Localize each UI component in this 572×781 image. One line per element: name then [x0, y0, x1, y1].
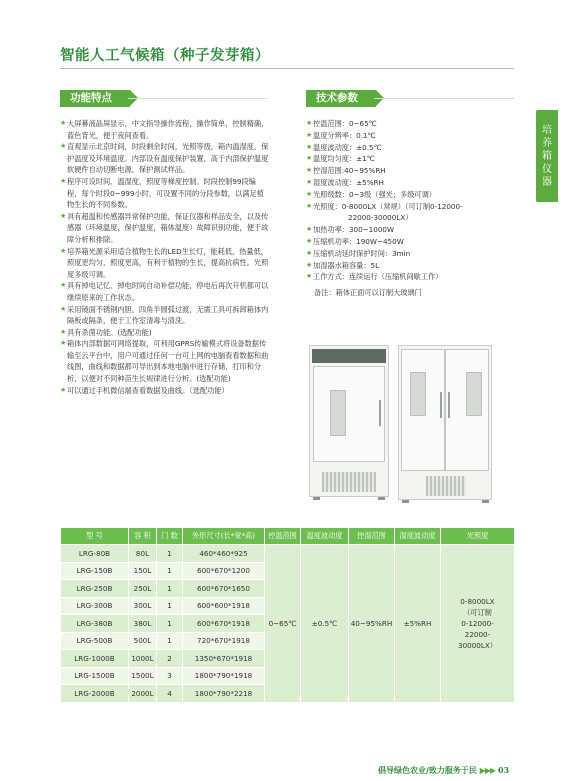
table-header-cell: 控湿范围 — [349, 528, 395, 545]
footer-slogan: 倡导绿色农业/致力服务于民 — [378, 765, 477, 775]
category-side-tab[interactable] — [536, 110, 558, 202]
bullet-star-icon: ★ — [306, 225, 313, 234]
feature-item: ★ 采用镜面不锈钢内胆，四角半圆弧过渡，无需工具可拆卸箱体内隔板或隔条，便于工作室清毒与清洗。 — [60, 304, 269, 326]
param-item: ★ 温度均匀度：±1℃ — [306, 154, 375, 164]
doors-cell: 1 — [157, 597, 183, 615]
light-line: （可订制 — [463, 607, 492, 617]
model-cell: LRG-150B — [61, 562, 129, 580]
table-header-cell: 湿度波动度 — [395, 528, 441, 545]
model-cell: LRG-250B — [61, 580, 129, 598]
hum-fluct-cell: ±5%RH — [395, 545, 441, 703]
params-header-line — [374, 98, 514, 99]
param-item: ★ 光照度：0-8000LX（常规）（可订制0-12000- — [306, 201, 463, 211]
temp-range-cell: 0~65℃ — [265, 545, 301, 703]
footer-arrows-icon: ▶▶▶ — [479, 765, 496, 775]
param-item: ★ 工作方式：连续运行（压缩机间歇工作） — [306, 272, 443, 282]
param-item: ★ 压缩机动延时保护时间：3min — [306, 248, 411, 258]
doors-cell: 1 — [157, 632, 183, 650]
title-divider — [60, 68, 514, 69]
bullet-star-icon: ★ — [60, 385, 67, 394]
doors-cell: 1 — [157, 580, 183, 598]
light-line: 0-8000LX — [460, 596, 495, 606]
volume-cell: 500L — [129, 632, 157, 650]
features-header-label: 功能特点 — [70, 92, 112, 104]
bullet-star-icon: ★ — [306, 272, 313, 281]
hum-range-cell: 40~95%RH — [349, 545, 395, 703]
model-cell: LRG-300B — [61, 597, 129, 615]
dimensions-cell: 720*670*1918 — [183, 632, 265, 650]
doors-cell: 1 — [157, 615, 183, 633]
table-header-cell: 门 数 — [157, 528, 183, 545]
feature-item: ★ 大屏幕液晶屏显示，中文指导操作流程，操作简单，控制精确，蓝色背光，便于夜间查看。 — [60, 119, 269, 140]
light-cell — [441, 545, 515, 703]
feature-item: ★ 培养箱光源采用适合植物生长的LED生长灯，能耗低，热量低，照度更均匀，照度更高，有利于植物的生长，提高抗病性。光照度多级可调。 — [60, 246, 269, 279]
table-header-cell: 光照度 — [441, 528, 515, 545]
doors-cell: 1 — [157, 562, 183, 580]
param-item: ★ 温度波动度：±0.5℃ — [306, 142, 382, 152]
bullet-star-icon: ★ — [306, 154, 313, 163]
volume-cell: 250L — [129, 580, 157, 598]
param-item: ★ 加热功率：300~1000W — [306, 225, 395, 235]
model-cell: LRG-2000B — [61, 685, 129, 703]
side-tab-char: 养 — [542, 137, 552, 149]
features-list — [60, 118, 270, 396]
light-line: 22000- — [464, 629, 491, 639]
volume-cell: 300L — [129, 597, 157, 615]
bullet-star-icon: ★ — [60, 246, 67, 255]
feature-item: ★ 箱体内部数据可网络提取，可利用GPRS传输模式将设备数据传输至云平台中，用户可通过任何一台可上网的电脑查看数据和曲线图，曲线和数据都可导出到本地电脑中进行存储，打印和分析，以便对不同种苗生长规律进行分析。(选配功能) — [60, 339, 269, 384]
bullet-star-icon: ★ — [60, 142, 67, 151]
table-header-cell: 外形尺寸(长*宽*高) — [183, 528, 265, 545]
light-line: 0-12000- — [461, 618, 494, 628]
feature-item: ★ 具有掉电记忆、掉电时间自动补偿功能，停电后再次开机都可以继续原来的工作状态。 — [60, 281, 269, 302]
volume-cell: 80L — [129, 545, 157, 563]
table-header-row — [61, 528, 515, 545]
bullet-star-icon: ★ — [306, 177, 313, 186]
dimensions-cell: 1800*790*1918 — [183, 667, 265, 685]
bullet-star-icon: ★ — [60, 304, 67, 313]
spec-table — [60, 527, 515, 703]
volume-cell: 1500L — [129, 667, 157, 685]
param-item: ★ 光照级数：0~3级（强光；多级可调） — [306, 189, 436, 199]
volume-cell: 2000L — [129, 685, 157, 703]
side-tab-char: 器 — [542, 176, 552, 188]
dimensions-cell: 1800*790*2218 — [183, 685, 265, 703]
bullet-star-icon: ★ — [60, 176, 67, 185]
dimensions-cell: 1350*670*1918 — [183, 650, 265, 668]
bullet-star-icon: ★ — [60, 339, 67, 348]
feature-item: ★ 可以通过手机微信端查看数据及曲线。（选配功能） — [60, 385, 229, 395]
feature-item: ★ 直观显示北京时间，时段剩余时间，光照等级，箱内温湿度，保护温度及环境温度。内部设有温度保护装置，高于内部保护温度软硬件自动切断电源，保护测试样品。 — [60, 142, 269, 175]
feature-item: ★ 具有杀菌功能。(选配功能) — [60, 327, 152, 337]
volume-cell: 380L — [129, 615, 157, 633]
doors-cell: 3 — [157, 667, 183, 685]
dimensions-cell: 460*460*925 — [183, 545, 265, 563]
bullet-star-icon: ★ — [306, 119, 313, 127]
doors-cell: 1 — [157, 545, 183, 563]
bullet-star-icon: ★ — [60, 119, 67, 127]
bullet-star-icon: ★ — [306, 166, 313, 175]
table-header-cell: 容 积 — [129, 528, 157, 545]
bullet-star-icon: ★ — [306, 130, 313, 139]
temp-fluct-cell: ±0.5℃ — [301, 545, 349, 703]
dimensions-cell: 600*670*1650 — [183, 580, 265, 598]
model-cell: LRG-1500B — [61, 667, 129, 685]
table-header-cell: 控温范围 — [265, 528, 301, 545]
feature-item: ★ 程序可设时间、温湿度，照度等梯度控制。时段控制99段编程，每个时段0~999小时，可设置不同的分段参数，以满足植物生长的不同参数。 — [60, 176, 264, 210]
params-list — [306, 118, 511, 299]
doors-cell: 2 — [157, 650, 183, 668]
page-title: 智能人工气候箱（种子发芽箱） — [60, 48, 270, 64]
dimensions-cell: 600*600*1918 — [183, 597, 265, 615]
side-tab-char: 仪 — [542, 163, 552, 175]
param-item: ★ 加湿器水箱容量：5L — [306, 260, 380, 270]
bullet-star-icon: ★ — [60, 211, 67, 220]
side-tab-char: 培 — [542, 124, 552, 136]
table-header-cell: 温度波动度 — [301, 528, 349, 545]
params-header-label: 技术参数 — [316, 92, 358, 104]
page-footer — [378, 765, 509, 776]
bullet-star-icon: ★ — [306, 201, 313, 210]
param-item: ★ 控湿范围:40~95%RH — [306, 166, 386, 176]
features-header — [60, 90, 130, 107]
param-item: ★ 温度分辨率：0.1℃ — [306, 130, 376, 140]
param-item: ★ 压缩机功率：190W~450W — [306, 236, 404, 246]
bullet-star-icon: ★ — [306, 248, 313, 257]
bullet-star-icon: ★ — [60, 281, 67, 290]
features-header-line — [128, 98, 268, 99]
page-number: 03 — [497, 765, 510, 775]
bullet-star-icon: ★ — [306, 260, 313, 269]
model-cell: LRG-80B — [61, 545, 129, 563]
model-cell: LRG-1000B — [61, 650, 129, 668]
volume-cell: 1000L — [129, 650, 157, 668]
param-continuation: 22000-30000LX） — [348, 213, 413, 223]
dimensions-cell: 600*670*1918 — [183, 615, 265, 633]
model-cell: LRG-380B — [61, 615, 129, 633]
model-cell: LRG-500B — [61, 632, 129, 650]
params-header — [306, 90, 376, 107]
table-header-cell: 型 号 — [61, 528, 129, 545]
side-tab-char: 箱 — [542, 150, 552, 162]
bullet-star-icon: ★ — [306, 236, 313, 245]
bullet-star-icon: ★ — [306, 142, 313, 151]
dimensions-cell: 600*670*1200 — [183, 562, 265, 580]
bullet-star-icon: ★ — [60, 327, 67, 336]
params-note: 备注：箱体正面可以订制大玻璃门 — [314, 288, 422, 298]
param-item: ★ 湿度波动度：±5%RH — [306, 177, 384, 187]
volume-cell: 150L — [129, 562, 157, 580]
param-item: ★ 控温范围：0~65℃ — [306, 119, 377, 128]
table-row — [61, 545, 515, 563]
feature-item: ★ 具有超温和传感器异常保护功能，保证仪器和样品安全，以及传感器（环境温度，保护温度，箱体温度）故障识别功能，便于故障分析和排除。 — [60, 211, 269, 244]
light-line: 30000LX） — [458, 640, 497, 650]
doors-cell: 4 — [157, 685, 183, 703]
bullet-star-icon: ★ — [306, 189, 313, 198]
